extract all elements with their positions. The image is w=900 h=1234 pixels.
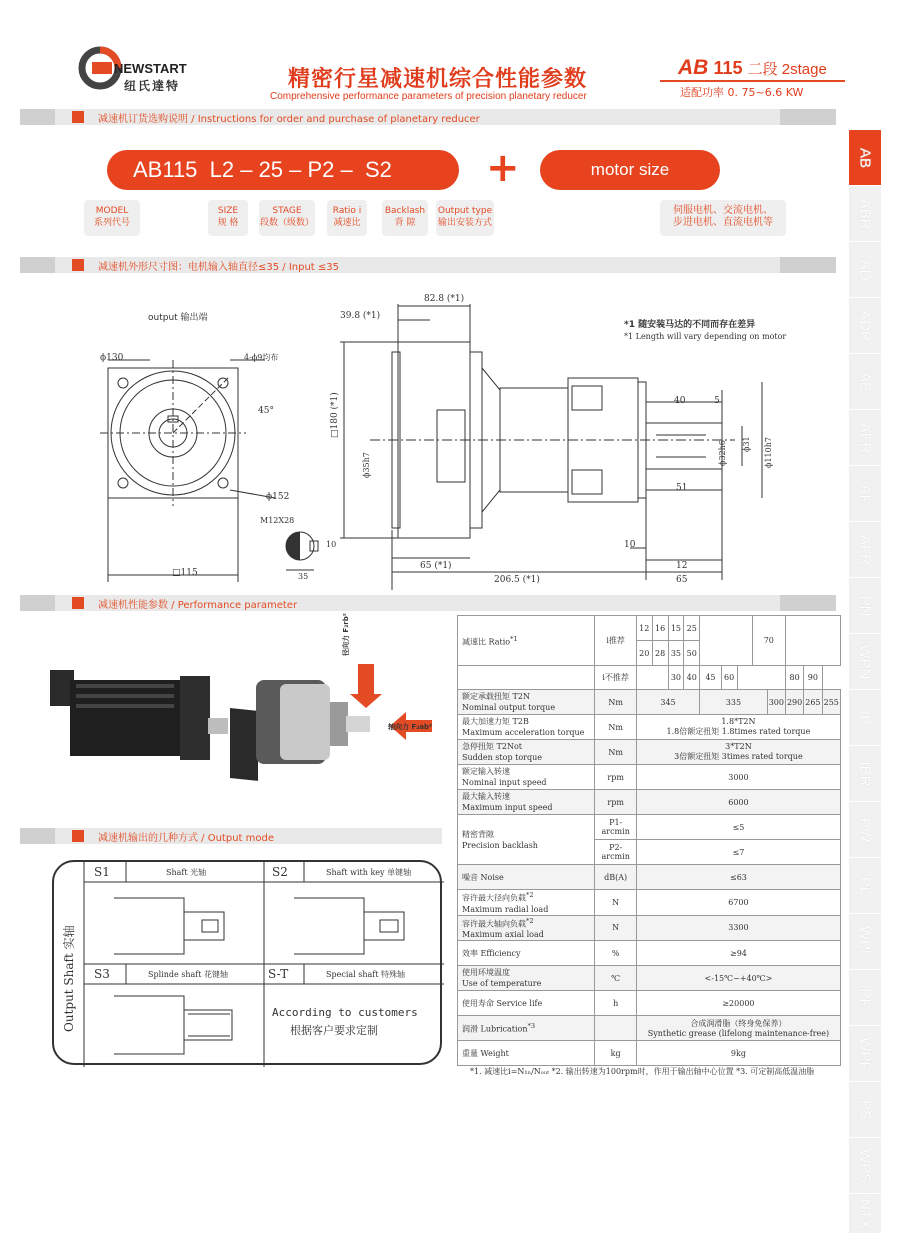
table-cell <box>636 666 668 690</box>
table-row <box>458 1041 841 1066</box>
ratio-label: 减速比 Ratio$^{*1}$ <box>458 616 595 666</box>
table-row <box>458 966 841 991</box>
table-cell <box>785 616 840 666</box>
table-row <box>458 991 841 1016</box>
table-cell: 30 <box>668 666 684 690</box>
bar-accent-left <box>20 828 55 844</box>
table-cell <box>595 1016 636 1041</box>
dim-d130: ϕ130 <box>100 353 124 363</box>
table-row <box>458 666 841 690</box>
section-output-bar <box>20 828 442 844</box>
table-cell: 25 <box>684 616 700 641</box>
tab-ps[interactable]: PS <box>849 1082 881 1138</box>
section-dimensions-title: 减速机外形尺寸图：电机输入轴直径≤35 / Input ≤35 <box>98 262 340 273</box>
table-cell: rpm <box>595 765 636 790</box>
table-cell: 12 <box>636 616 652 641</box>
model-heading <box>678 56 827 80</box>
tab-abr[interactable]: ABR <box>849 186 881 242</box>
tab-afr[interactable]: AFR <box>849 522 881 578</box>
table-cell: P2-arcmin <box>595 840 636 865</box>
table-cell: ℃ <box>595 966 636 991</box>
i-rec: i推荐 <box>595 616 636 666</box>
table-cell: Nm <box>595 690 636 715</box>
row-label: 容许最大径向负载$^{*2}$ Maximum radial load <box>458 890 595 916</box>
dim-65b: 65 <box>676 575 688 585</box>
model-stage: 二段 2stage <box>747 61 827 78</box>
table-cell: <-15℃~+40℃> <box>636 966 840 991</box>
row-label: 噪音 Noise <box>458 865 595 890</box>
dim-sq180: □180 (*1) <box>330 392 340 438</box>
table-cell: 60 <box>721 666 737 690</box>
table-cell: rpm <box>595 790 636 815</box>
tab-adr[interactable]: ADR <box>849 298 881 354</box>
label-output-type: Output type 输出安装方式 <box>436 200 494 236</box>
bar-square-icon <box>72 259 84 271</box>
table-cell: 3300 <box>636 915 840 941</box>
label-size: SIZE 规 格 <box>208 200 248 236</box>
table-cell: 9kg <box>636 1041 840 1066</box>
dim-10b: 10 <box>624 540 636 550</box>
axial-force-label: 轴向力 F₂ab² <box>388 723 433 731</box>
table-cell: 300 <box>767 690 785 715</box>
table-cell: ≤7 <box>636 840 840 865</box>
table-cell: 80 <box>785 666 803 690</box>
dim-39-8: 39.8 (*1) <box>340 311 381 321</box>
model-number: 115 <box>713 58 743 78</box>
table-cell: h <box>595 991 636 1016</box>
mode-st-name: Special shaft 特殊轴 <box>326 970 405 979</box>
table-cell: 265 <box>804 690 822 715</box>
tab-af[interactable]: AF <box>849 466 881 522</box>
performance-table <box>457 615 841 1066</box>
row-label: 额定输入转速 Nominal input speed <box>458 765 595 790</box>
table-cell: dB(A) <box>595 865 636 890</box>
table-row <box>458 715 841 740</box>
dim-5: 5 <box>714 396 720 406</box>
mode-st: S-T <box>268 967 289 981</box>
table-cell: kg <box>595 1041 636 1066</box>
table-cell: 50 <box>684 641 700 666</box>
i-nrec: i不推荐 <box>595 666 636 690</box>
row-label: 使用环境温度 Use of temperature <box>458 966 595 991</box>
table-cell: 28 <box>652 641 668 666</box>
product-photo <box>40 640 440 790</box>
custom-cn: 根据客户要求定制 <box>290 1024 378 1037</box>
section-order-title: 减速机订货选购说明 / Instructions for order and purchase of planetary reducer <box>98 114 480 125</box>
dim-sq115: □115 <box>172 568 198 578</box>
section-dimensions-bar <box>20 257 836 273</box>
output-side-label: Output Shaft 实轴 <box>62 925 76 1032</box>
bar-square-icon <box>72 597 84 609</box>
dim-82-8: 82.8 (*1) <box>424 294 465 304</box>
dim-40: 40 <box>674 396 686 406</box>
table-cell: 15 <box>668 616 684 641</box>
bar-accent-left <box>20 109 55 125</box>
table-row <box>458 765 841 790</box>
bar-accent-right <box>780 109 836 125</box>
section-performance-title: 减速机性能参数 / Performance parameter <box>98 600 298 611</box>
table-cell <box>700 616 752 666</box>
table-row <box>458 915 841 941</box>
table-row <box>458 790 841 815</box>
table-cell: N <box>595 915 636 941</box>
table-row <box>458 1016 841 1041</box>
front-view-drawing <box>90 330 350 590</box>
table-cell: 20 <box>636 641 652 666</box>
tab-pw[interactable]: PW <box>849 802 881 858</box>
tab-ntx[interactable]: NTX <box>849 1194 881 1234</box>
table-row <box>458 740 841 765</box>
mode-s2: S2 <box>272 865 288 879</box>
model-name: AB <box>678 56 709 79</box>
power-range: 适配功率 0. 75~6.6 KW <box>680 86 804 99</box>
tab-wpf[interactable]: WPF <box>849 1026 881 1082</box>
table-cell: 255 <box>822 690 840 715</box>
bar-square-icon <box>72 830 84 842</box>
logo-text: NEWSTART <box>114 61 187 76</box>
page-subtitle: Comprehensive performance parameters of precision planetary reducer <box>270 91 587 102</box>
series-tabs <box>849 130 881 1234</box>
row-label: 效率 Efficiency <box>458 941 595 966</box>
table-cell: 3000 <box>636 765 840 790</box>
dim-51: 51 <box>676 483 688 493</box>
tab-pl[interactable]: PL <box>849 858 881 914</box>
table-cell: 90 <box>804 666 822 690</box>
table-row <box>458 815 841 840</box>
table-cell: Nm <box>595 740 636 765</box>
section-output-title: 减速机输出的几种方式 / Output mode <box>98 833 275 844</box>
tab-pn[interactable]: PN <box>849 578 881 634</box>
tab-aer[interactable]: AER <box>849 410 881 466</box>
mode-s3-name: Splinde shaft 花键轴 <box>148 970 229 979</box>
output-mode-box <box>52 860 442 1065</box>
table-cell: N <box>595 890 636 916</box>
bar-accent-left <box>20 595 55 611</box>
mode-s1-name: Shaft 光轴 <box>166 868 207 877</box>
table-row <box>458 865 841 890</box>
bar-square-icon <box>72 111 84 123</box>
table-footnote: *1. 减速比i=N₁ₙ/Nₒᵤₜ *2. 输出转速为100rpm时，作用于输出轴中心位置 *3. 可定制高低温油脂 <box>470 1067 815 1076</box>
output-label: output 输出端 <box>148 313 208 323</box>
section-order-bar <box>20 109 836 125</box>
dim-35: 35 <box>298 572 309 581</box>
dim-d31: ϕ31 <box>742 436 751 452</box>
table-cell: 45 <box>700 666 722 690</box>
table-cell: 3*T2N 3倍额定扭矩 3times rated torque <box>636 740 840 765</box>
table-cell: 35 <box>668 641 684 666</box>
dim-12: 12 <box>676 561 688 571</box>
table-cell: 335 <box>700 690 768 715</box>
motor-size-pill: motor size <box>540 150 720 190</box>
row-label: 最大加速力矩 T2B Maximum acceleration torque <box>458 715 595 740</box>
dim-206-5: 206.5 (*1) <box>494 575 540 585</box>
table-cell: ≥20000 <box>636 991 840 1016</box>
table-row <box>458 941 841 966</box>
dim-65: 65 (*1) <box>420 561 452 571</box>
table-cell: 合成润滑脂（终身免保养） Synthetic grease (lifelong maintenance-free) <box>636 1016 840 1041</box>
label-motor-types: 伺服电机、交流电机、 步进电机、直流电机等 <box>660 200 786 236</box>
table-row <box>458 890 841 916</box>
note-cn: *1 随安装马达的不同而存在差异 <box>624 320 756 330</box>
row-label: 急停扭矩 T2Not Sudden stop torque <box>458 740 595 765</box>
dim-d152: ϕ152 <box>266 492 290 502</box>
dim-d110h7: ϕ110h7 <box>764 437 773 468</box>
radial-force-label: 径向力 F₂rb² <box>342 613 350 656</box>
note-en: *1 Length will vary depending on motor <box>624 332 787 341</box>
table-row <box>458 690 841 715</box>
dim-10: 10 <box>326 540 337 549</box>
table-row <box>458 616 841 641</box>
order-code-pill: AB115 L2 – 25 – P2 – S2 <box>107 150 459 190</box>
table-cell: 290 <box>785 690 803 715</box>
table-cell: 6700 <box>636 890 840 916</box>
row-label: 润滑 Lubrication$^{*3}$ <box>458 1016 595 1041</box>
table-cell: 6000 <box>636 790 840 815</box>
plus-icon: + <box>486 145 520 191</box>
row-label: 使用寿命 Service life <box>458 991 595 1016</box>
tab-ibr[interactable]: IBR <box>849 746 881 802</box>
page-title: 精密行星减速机综合性能参数 <box>288 67 588 92</box>
label-model: MODEL 系列代号 <box>84 200 140 236</box>
table-cell <box>458 666 595 690</box>
custom-en: According to customers <box>272 1006 418 1019</box>
table-cell: P1-arcmin <box>595 815 636 840</box>
tab-wpl[interactable]: WPL <box>849 914 881 970</box>
logo-cn-text: 纽氏達特 <box>124 79 181 93</box>
table-cell: 40 <box>684 666 700 690</box>
tab-wps[interactable]: WPS <box>849 1138 881 1194</box>
row-label: 最大输入转速 Maximum input speed <box>458 790 595 815</box>
table-cell: 16 <box>652 616 668 641</box>
logo <box>80 45 220 95</box>
label-stage: STAGE 段数（级数） <box>259 200 315 236</box>
mode-s3: S3 <box>94 967 110 981</box>
table-cell: % <box>595 941 636 966</box>
table-cell: Nm <box>595 715 636 740</box>
tab-ib[interactable]: IB <box>849 690 881 746</box>
tab-pf[interactable]: PF <box>849 970 881 1026</box>
table-cell: ≥94 <box>636 941 840 966</box>
table-cell: ≤63 <box>636 865 840 890</box>
label-backlash: Backlash 背 隙 <box>382 200 428 236</box>
mode-s1: S1 <box>94 865 110 879</box>
mode-s2-name: Shaft with key 单键轴 <box>326 868 412 877</box>
table-cell: ≤5 <box>636 815 840 840</box>
table-cell: 345 <box>636 690 699 715</box>
row-label: 额定承载扭矩 T2N Nominal output torque <box>458 690 595 715</box>
dim-angle: 45° <box>258 406 274 416</box>
dim-d32h6: ϕ32h6 <box>718 440 727 466</box>
tab-ad[interactable]: AD <box>849 242 881 298</box>
table-cell: 1.8*T2N 1.8倍额定扭矩 1.8times rated torque <box>636 715 840 740</box>
row-label: 精密背隙 Precision backlash <box>458 815 595 865</box>
bar-accent-right <box>780 595 836 611</box>
dim-m12: M12X28 <box>260 516 295 525</box>
output-grid <box>54 862 444 1067</box>
table-cell: 70 <box>752 616 785 666</box>
section-performance-bar <box>20 595 836 611</box>
dim-holes: 4-ϕ9均布 <box>244 353 279 362</box>
bar-accent-right <box>780 257 836 273</box>
dim-d35h7: ϕ35h7 <box>362 452 371 478</box>
label-ratio: Ratio i 减速比 <box>327 200 367 236</box>
tab-ae[interactable]: AE <box>849 354 881 410</box>
heading-underline <box>660 80 845 82</box>
row-label: 容许最大轴向负载$^{*2}$ Maximum axial load <box>458 915 595 941</box>
tab-wpn[interactable]: WPN <box>849 634 881 690</box>
tab-ab[interactable]: AB <box>849 130 881 186</box>
bar-accent-left <box>20 257 55 273</box>
row-label: 重量 Weight <box>458 1041 595 1066</box>
table-cell <box>737 666 785 690</box>
